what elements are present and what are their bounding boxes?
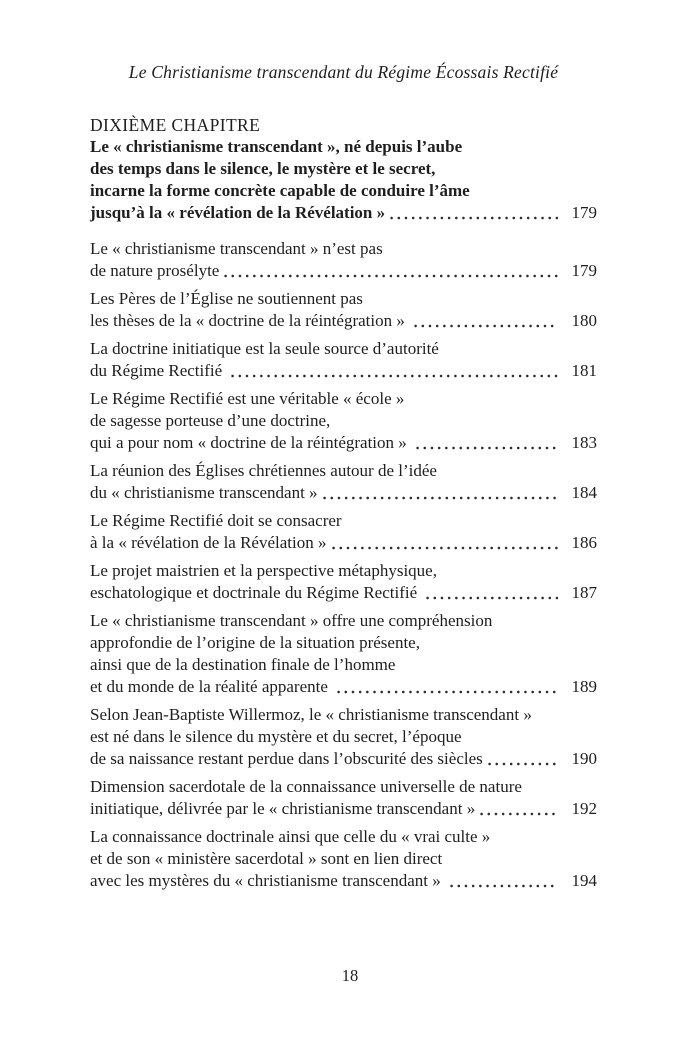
toc-page-number: 179 <box>571 203 597 222</box>
toc-entry-line: Les Pères de l’Église ne soutiennent pas <box>90 289 363 308</box>
toc-entry-last-line <box>90 260 597 282</box>
toc-entry-line-text: de sa naissance restant perdue dans l’obscurité des siècles <box>90 749 483 768</box>
toc-entry-last-line <box>90 360 597 382</box>
toc-entry-line: Le « christianisme transcendant » n’est pas <box>90 239 383 258</box>
toc-page-number: 183 <box>571 433 597 452</box>
dot-leader <box>478 805 558 820</box>
toc-list <box>90 136 597 892</box>
toc-entry <box>90 826 597 892</box>
toc-entry <box>90 388 597 454</box>
toc-page-number: 189 <box>571 677 597 696</box>
dot-leader <box>222 267 558 282</box>
toc-entry-line: Le Régime Rectifié est une véritable « école » <box>90 389 405 408</box>
toc-page-number: 187 <box>571 583 597 602</box>
toc-entry <box>90 238 597 282</box>
toc-page-number: 179 <box>571 261 597 280</box>
toc-entry-line: ainsi que de la destination finale de l’homme <box>90 655 396 674</box>
toc-page-number: 186 <box>571 533 597 552</box>
toc-entry-line-text: jusqu’à la « révélation de la Révélation » <box>90 203 386 222</box>
toc-entry-line-text: de nature prosélyte <box>90 261 220 280</box>
toc-entry-line: Le projet maistrien et la perspective métaphysique, <box>90 561 437 580</box>
chapter-label: DIXIÈME CHAPITRE <box>90 115 261 135</box>
toc-page-number: 190 <box>571 749 597 768</box>
toc-entry-line-text: avec les mystères du « christianisme transcendant » <box>90 871 445 890</box>
toc-entry-line: La doctrine initiatique est la seule source d’autorité <box>90 339 439 358</box>
toc-entry-last-line <box>90 310 597 332</box>
dot-leader <box>448 877 558 892</box>
toc-page-number: 192 <box>571 799 597 818</box>
toc-entry-last-line <box>90 870 597 892</box>
toc-entry-last-line <box>90 482 597 504</box>
toc-entry-line: et de son « ministère sacerdotal » sont en lien direct <box>90 849 443 868</box>
dot-leader <box>414 439 558 454</box>
dot-leader <box>335 683 558 698</box>
toc-entry-last-line <box>90 798 597 820</box>
toc-entry-line: est né dans le silence du mystère et du secret, l’époque <box>90 727 462 746</box>
dot-leader <box>330 539 559 554</box>
toc-entry-last-line <box>90 532 597 554</box>
toc-page-number: 194 <box>571 871 597 890</box>
toc-entry-last-line <box>90 582 597 604</box>
toc-entry <box>90 704 597 770</box>
toc-entry <box>90 288 597 332</box>
toc-entry <box>90 460 597 504</box>
toc-entry-line: des temps dans le silence, le mystère et le secret, <box>90 159 436 178</box>
toc-entry <box>90 136 597 224</box>
toc-entry-line: Le « christianisme transcendant », né depuis l’aube <box>90 137 463 156</box>
toc-entry <box>90 338 597 382</box>
toc-entry <box>90 776 597 820</box>
toc-entry-line: incarne la forme concrète capable de conduire l’âme <box>90 181 470 200</box>
dot-leader <box>229 367 558 382</box>
toc-page-number: 184 <box>571 483 597 502</box>
toc-entry-line-text: et du monde de la réalité apparente <box>90 677 333 696</box>
toc-entry-line-text: à la « révélation de la Révélation » <box>90 533 327 552</box>
toc-entry-last-line <box>90 748 597 770</box>
dot-leader <box>486 755 558 770</box>
toc-entry-line-text: les thèses de la « doctrine de la réintégration » <box>90 311 410 330</box>
toc-entry-last-line <box>90 202 597 224</box>
toc-entry-last-line <box>90 676 597 698</box>
toc-entry-line-text: initiatique, délivrée par le « christianisme transcendant » <box>90 799 476 818</box>
toc-entry-line-text: du Régime Rectifié <box>90 361 227 380</box>
toc-entry <box>90 510 597 554</box>
dot-leader <box>321 489 558 504</box>
toc-entry-line-text: qui a pour nom « doctrine de la réintégration » <box>90 433 412 452</box>
toc-entry-line: Selon Jean-Baptiste Willermoz, le « christianisme transcendant » <box>90 705 532 724</box>
toc-entry-line: de sagesse porteuse d’une doctrine, <box>90 411 331 430</box>
toc-entry-line: La connaissance doctrinale ainsi que celle du « vrai culte » <box>90 827 491 846</box>
toc-entry-line-text: du « christianisme transcendant » <box>90 483 318 502</box>
toc-entry-line: Le « christianisme transcendant » offre une compréhension <box>90 611 493 630</box>
toc-entry-line: La réunion des Églises chrétiennes autour de l’idée <box>90 461 437 480</box>
toc-page-number: 181 <box>571 361 597 380</box>
toc-entry-line: Dimension sacerdotale de la connaissance universelle de nature <box>90 777 522 796</box>
footer-page-number: 18 <box>341 966 359 985</box>
toc-entry-line-text: eschatologique et doctrinale du Régime Rectifié <box>90 583 422 602</box>
toc-entry-last-line <box>90 432 597 454</box>
dot-leader <box>424 589 558 604</box>
running-header: Le Christianisme transcendant du Régime Écossais Rectifié <box>128 62 559 82</box>
toc-page-number: 180 <box>571 311 597 330</box>
dot-leader <box>388 209 558 224</box>
toc-entry-line: Le Régime Rectifié doit se consacrer <box>90 511 342 530</box>
toc-entry-line: approfondie de l’origine de la situation présente, <box>90 633 420 652</box>
dot-leader <box>412 317 558 332</box>
toc-entry <box>90 610 597 698</box>
toc-entry <box>90 560 597 604</box>
